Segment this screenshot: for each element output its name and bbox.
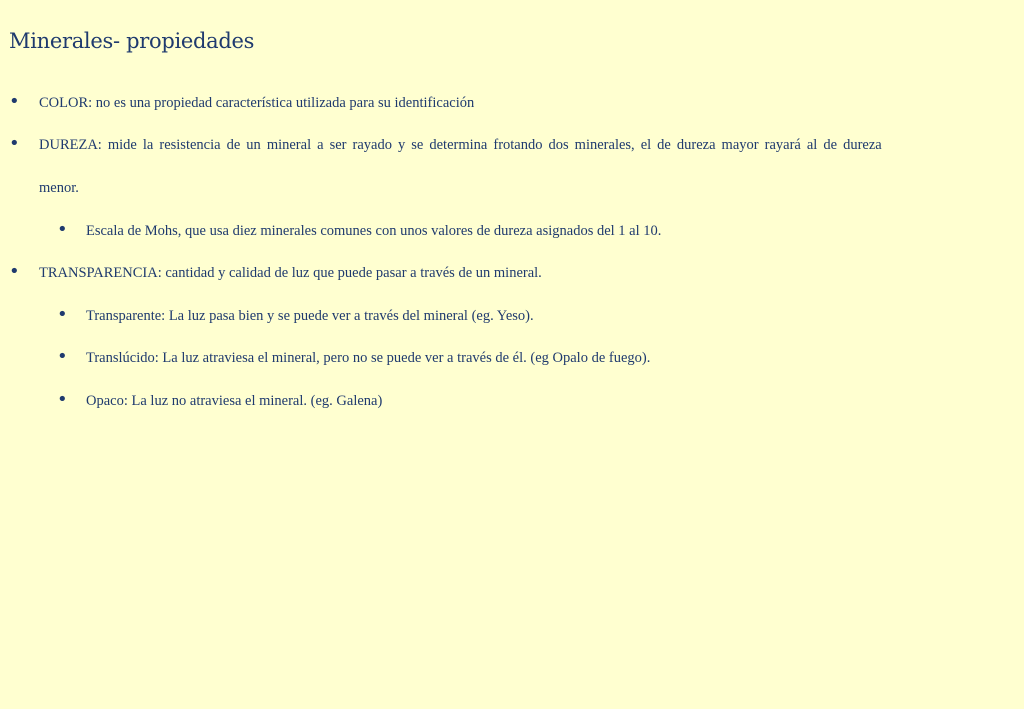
bullet-icon: • xyxy=(9,133,20,154)
bullet-icon: • xyxy=(57,346,68,367)
sub-bullet-translucido-text: Translúcido: La luz atraviesa el mineral, pero no se puede ver a través de él. (eg Opalo de fuego). xyxy=(86,350,651,366)
bullet-color-text: COLOR: no es una propiedad característica utilizada para su identificación xyxy=(39,95,475,111)
sub-bullet-transparente-text: Transparente: La luz pasa bien y se puede ver a través del mineral (eg. Yeso). xyxy=(86,308,534,324)
sub-bullet-mohs-text: Escala de Mohs, que usa diez minerales comunes con unos valores de dureza asignados del 1 al 10. xyxy=(86,223,662,239)
bullet-transparencia-text: TRANSPARENCIA: cantidad y calidad de luz que puede pasar a través de un mineral. xyxy=(39,265,542,281)
bullet-dureza-text-line-1: DUREZA: mide la resistencia de un mineral a ser rayado y se determina frotando dos minerales, el de dureza mayor rayará al de dureza xyxy=(39,137,882,153)
bullet-icon: • xyxy=(9,261,20,282)
bullet-icon: • xyxy=(57,389,68,410)
sub-bullet-opaco-text: Opaco: La luz no atraviesa el mineral. (eg. Galena) xyxy=(86,393,383,409)
slide-title: Minerales- propiedades xyxy=(9,29,255,53)
bullet-icon: • xyxy=(9,91,20,112)
bullet-icon: • xyxy=(57,304,68,325)
bullet-icon: • xyxy=(57,219,68,240)
bullet-dureza-text-line-2: menor. xyxy=(39,180,79,196)
